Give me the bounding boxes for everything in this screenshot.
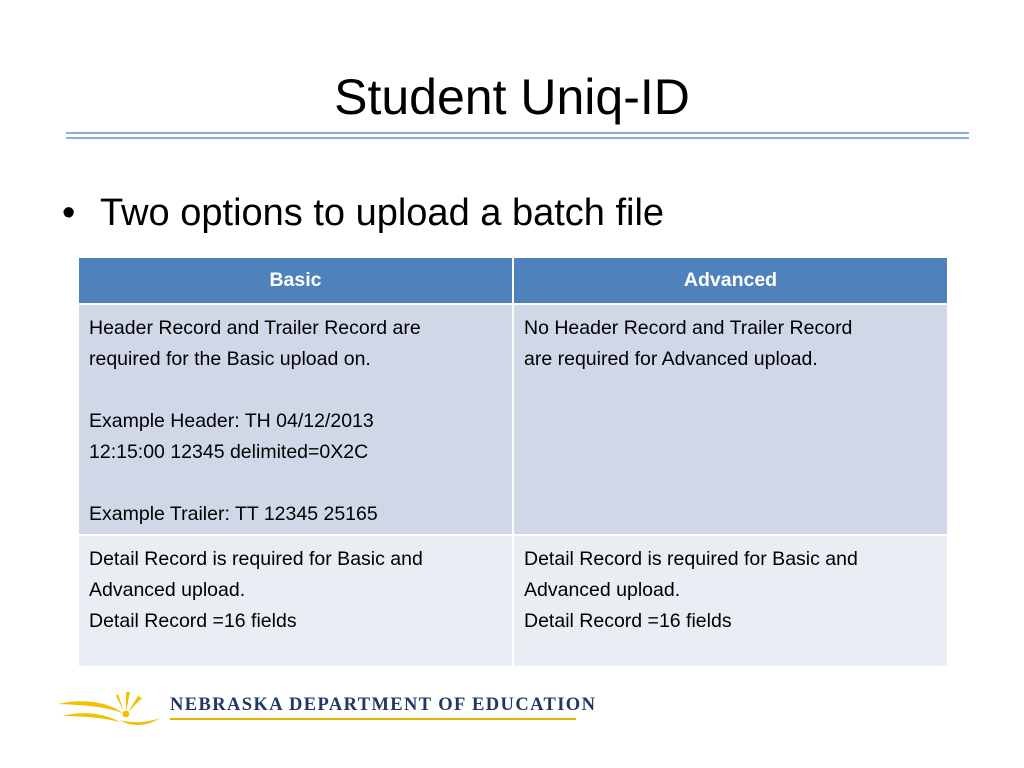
title-divider-top	[66, 132, 969, 134]
cell-advanced-detail	[513, 535, 948, 667]
cell-line: No Header Record and Trailer Record	[524, 317, 853, 339]
cell-line: are required for Advanced upload.	[524, 348, 818, 370]
cell-line: required for the Basic upload on.	[89, 348, 371, 370]
table-row	[78, 535, 948, 667]
cell-line: Advanced upload.	[89, 579, 246, 601]
header-basic: Basic	[78, 257, 513, 304]
nde-logo	[54, 684, 162, 732]
bullet-icon: •	[62, 192, 76, 234]
logo-swoosh-lower	[62, 713, 120, 722]
cell-line: Detail Record is required for Basic and	[524, 548, 858, 570]
title-divider-bottom	[66, 137, 969, 139]
cell-line: Example Header: TH 04/12/2013	[89, 410, 374, 432]
cell-advanced-header-trailer	[513, 304, 948, 535]
cell-blank-line	[89, 468, 502, 499]
slide-title: Student Uniq-ID	[334, 69, 690, 125]
comparison-table	[77, 256, 949, 668]
bullet-item	[62, 188, 664, 238]
cell-line: Example Trailer: TT 12345 25165	[89, 503, 378, 525]
logo-swoosh-upper	[58, 701, 124, 714]
cell-line: Detail Record is required for Basic and	[89, 548, 423, 570]
cell-line: Advanced upload.	[524, 579, 681, 601]
cell-basic-header-trailer	[78, 304, 513, 535]
logo-rays	[116, 692, 142, 712]
table-row	[78, 304, 948, 535]
org-underline	[170, 718, 576, 720]
cell-line: Detail Record =16 fields	[524, 610, 732, 632]
header-advanced: Advanced	[513, 257, 948, 304]
logo-head	[123, 711, 130, 718]
cell-line: Header Record and Trailer Record are	[89, 317, 421, 339]
cell-basic-detail	[78, 535, 513, 667]
bullet-text: Two options to upload a batch file	[100, 192, 665, 234]
cell-line: 12:15:00 12345 delimited=0X2C	[89, 441, 369, 463]
cell-blank-line	[89, 375, 502, 406]
table-header-row	[78, 257, 948, 304]
cell-line: Detail Record =16 fields	[89, 610, 297, 632]
org-name: NEBRASKA DEPARTMENT OF EDUCATION	[170, 695, 597, 715]
logo-tail	[120, 718, 160, 725]
